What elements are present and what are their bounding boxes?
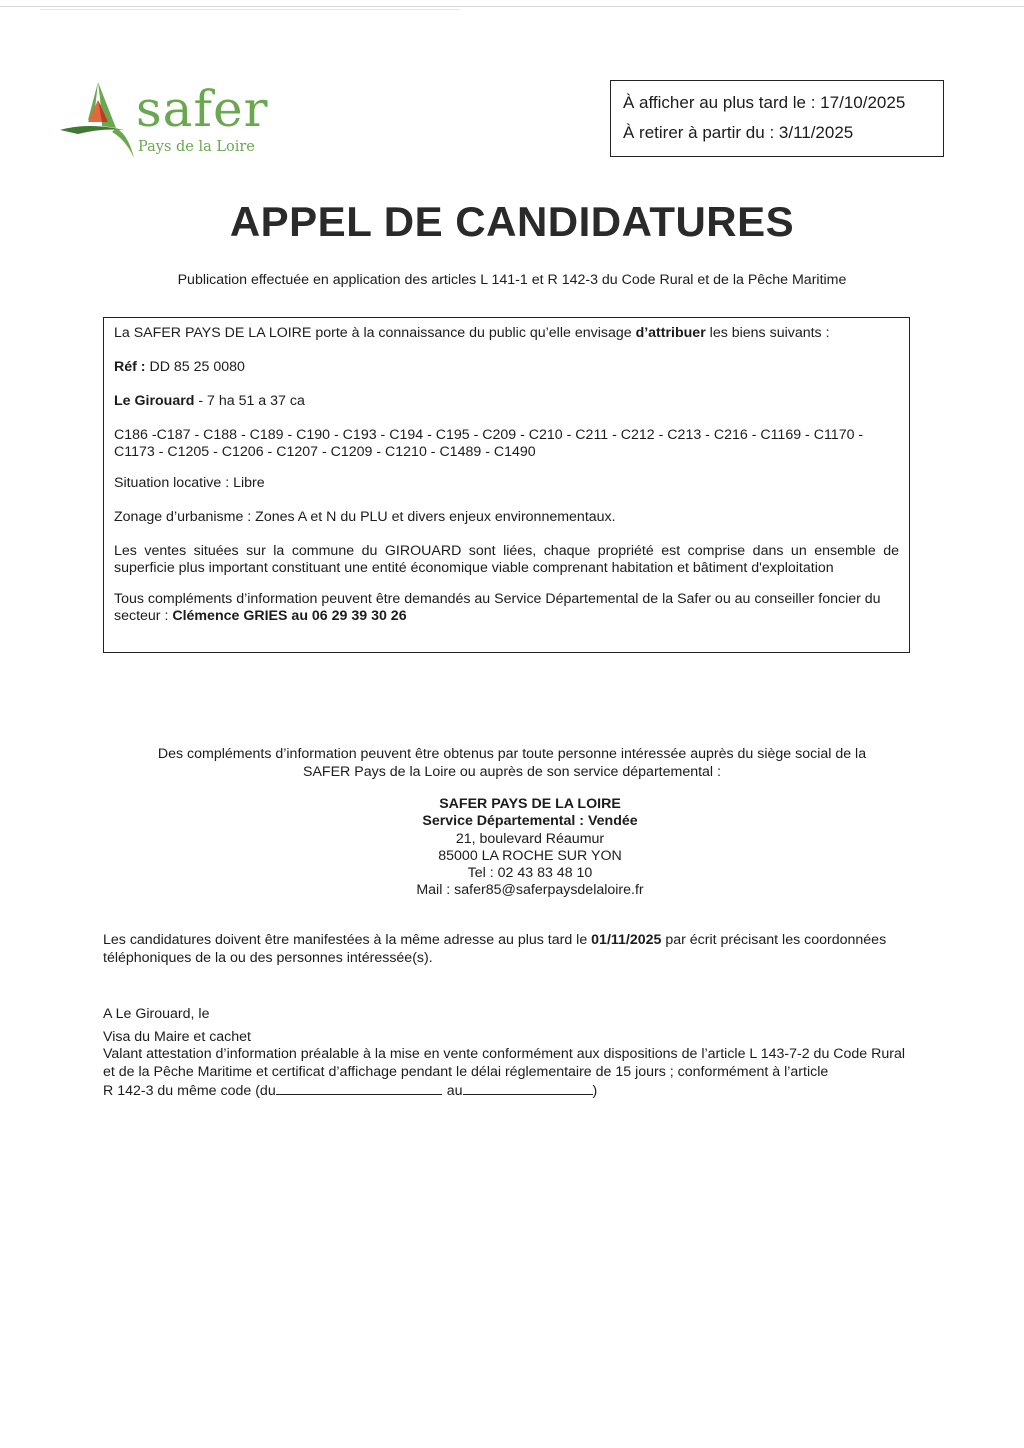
place-date-line: A Le Girouard, le <box>103 1006 210 1022</box>
intro-text-end: les biens suivants : <box>705 325 830 341</box>
intro-text-start: La SAFER PAYS DE LA LOIRE porte à la connaissance du public qu’elle envisage <box>114 325 636 341</box>
reference <box>114 359 899 376</box>
org-name: SAFER PAYS DE LA LOIRE <box>439 796 621 812</box>
application-text-end: par écrit précisant les coordonnées téléphoniques de la ou des personnes intéressée(s). <box>103 932 887 966</box>
application-text-start: Les candidatures doivent être manifestées à la même adresse au plus tard le <box>103 932 592 948</box>
info-paragraph <box>0 746 1024 781</box>
posting-period-from-label: R 142-3 du même code (du <box>103 1083 276 1099</box>
address-block <box>0 796 1024 900</box>
posting-dates-box <box>610 80 944 157</box>
reference-label: Réf : <box>114 359 146 375</box>
scan-line <box>40 9 460 10</box>
safer-logo-icon <box>58 78 148 164</box>
date-to-blank <box>463 1081 593 1095</box>
mayor-visa-section <box>103 1006 915 1101</box>
application-deadline-paragraph <box>103 932 915 967</box>
zoning: Zonage d’urbanisme : Zones A et N du PLU et divers enjeux environnementaux. <box>114 509 616 525</box>
removal-date: À retirer à partir du : 3/11/2025 <box>623 123 854 142</box>
parcel-list <box>114 427 899 461</box>
safer-logo <box>58 78 278 168</box>
linked-sales-note: Les ventes situées sur la commune du GIROUARD sont liées, chaque propriété est comprise dans un ensemble de superficie plus important constituant une entité économique viable comprenant habitation et bâtiment d'exploitation <box>114 543 899 576</box>
logo-subtitle: Pays de la Loire <box>138 139 255 155</box>
advisor-contact: Clémence GRIES au 06 29 39 30 26 <box>172 608 407 624</box>
email-address: Mail : safer85@saferpaysdelaloire.fr <box>416 882 644 899</box>
logo-word: safer <box>136 80 269 138</box>
info-line: Des compléments d’information peuvent être obtenus par toute personne intéressée auprès du siège social de la <box>157 746 867 762</box>
contact-advisor <box>114 591 899 625</box>
location <box>114 393 899 410</box>
parcel-list-line: C186 -C187 - C188 - C189 - C190 - C193 - C194 - C195 - C209 - C210 - C211 - C212 - C213 - C216 - C1169 - C1170 - <box>114 427 864 443</box>
mayor-visa-label: Visa du Maire et cachet <box>103 1028 251 1045</box>
property-details-box <box>103 317 910 653</box>
parcel-list-line: C1173 - C1205 - C1206 - C1207 - C1209 - C1210 - C1489 - C1490 <box>114 444 536 460</box>
attestation-text: Valant attestation d’information préalable à la mise en vente conformément aux dispositions de l’article L 143-7-2 du Code Rural et de la Pêche Maritime et certificat d’affichage pendant le délai réglementaire de 15 jours ; conformément à l’article <box>103 1046 906 1080</box>
location-area: - 7 ha 51 a 37 ca <box>194 393 305 409</box>
location-label: Le Girouard <box>114 393 195 409</box>
posting-period-to-label: au <box>446 1083 463 1099</box>
application-deadline-date: 01/11/2025 <box>591 932 662 948</box>
service-name: Service Départemental : Vendée <box>422 813 638 830</box>
intro-emphasis: d’attribuer <box>635 325 706 341</box>
scan-edge <box>0 0 1024 14</box>
posting-period-close: ) <box>592 1083 598 1099</box>
scan-line <box>0 6 1024 7</box>
publication-subtitle: Publication effectuée en application des articles L 141-1 et R 142-3 du Code Rural et de la Pêche Maritime <box>177 272 847 288</box>
city-address: 85000 LA ROCHE SUR YON <box>438 847 622 864</box>
reference-value: DD 85 25 0080 <box>145 359 245 375</box>
posting-period-line <box>103 1081 915 1101</box>
intro-text <box>114 325 899 342</box>
display-deadline: À afficher au plus tard le : 17/10/2025 <box>623 93 906 112</box>
date-from-blank <box>276 1081 442 1095</box>
contact-advisor-text: Tous compléments d’information peuvent être demandés au Service Départemental de la Safer ou au conseiller foncier du secteur : <box>114 591 881 624</box>
page-title: APPEL DE CANDIDATURES <box>229 198 795 245</box>
info-line: SAFER Pays de la Loire ou auprès de son service départemental : <box>303 763 721 780</box>
phone-number: Tel : 02 43 83 48 10 <box>467 865 593 882</box>
street-address: 21, boulevard Réaumur <box>455 830 605 847</box>
rental-status: Situation locative : Libre <box>114 475 265 491</box>
